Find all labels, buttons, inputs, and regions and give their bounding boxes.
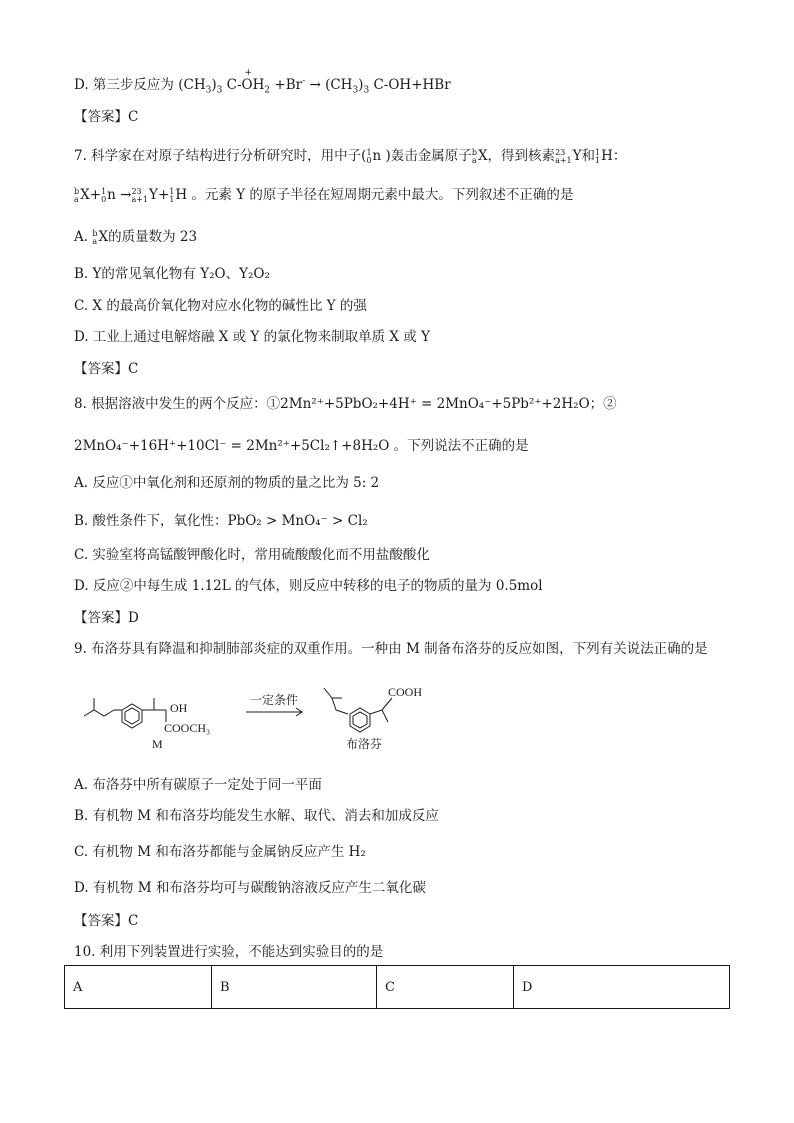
scheme-condition: 一定条件 <box>250 693 299 707</box>
q7-eq4: H 。元素 Y 的原子半径在短周期元素中最大。下列叙述不正确的是 <box>175 187 574 203</box>
answer-tag: 【答案】 <box>74 913 128 929</box>
table-row <box>65 966 730 1009</box>
q7-stem1e: H： <box>601 148 627 164</box>
q7-stem-line1 <box>74 147 626 165</box>
q7-stem-line2 <box>74 186 573 204</box>
answer-tag: 【答案】 <box>74 361 128 377</box>
answer-value: C <box>128 913 139 929</box>
neutron-nuclide: 1 0 <box>366 147 372 165</box>
answer-value: C <box>128 109 139 125</box>
q7-eq1: X+ <box>80 187 102 203</box>
q10-options-table <box>64 965 730 1009</box>
nuclide-h: 1 1 <box>595 147 601 165</box>
table-cell-c: C <box>377 966 514 1009</box>
q6-answer <box>74 108 138 126</box>
q7-stem1d: Y和 <box>572 148 596 164</box>
q7-stem1: 7. 科学家在对原子结构进行分析研究时，用中子( <box>74 148 367 164</box>
q8-answer <box>74 609 139 627</box>
scheme-m: M <box>152 737 163 751</box>
answer-value: D <box>128 610 139 626</box>
q7-option-a-label: A. <box>74 229 89 245</box>
q6-option-d <box>74 68 451 96</box>
answer-tag: 【答案】 <box>74 610 128 626</box>
answer-value: C <box>128 361 139 377</box>
q7-option-b: B. Y的常见氧化物有 Y₂O、Y₂O₂ <box>74 266 270 282</box>
q7-option-a-text: X的质量数为 23 <box>98 229 198 245</box>
q9-stem: 9. 布洛芬具有降温和抑制肺部炎症的双重作用。一种由 M 制备布洛芬的反应如图，下列有关说法正确的是 <box>74 641 708 657</box>
q7-eq2: n → <box>107 187 132 203</box>
nuclide-y: 23 a+1 <box>555 147 572 165</box>
q8-option-b: B. 酸性条件下，氧化性：PbO₂ > MnO₄⁻ > Cl₂ <box>74 513 368 529</box>
q9-option-c: C. 有机物 M 和布洛芬都能与金属钠反应产生 H₂ <box>74 844 366 860</box>
nuclide-x: b a <box>471 147 477 165</box>
q8-stem-line2: 2MnO₄⁻+16H⁺+10Cl⁻ = 2Mn²⁺+5Cl₂↑+8H₂O 。下列说法不正确的是 <box>74 438 529 454</box>
reaction-scheme <box>70 676 490 756</box>
q7-option-d: D. 工业上通过电解熔融 X 或 Y 的氯化物来制取单质 X 或 Y <box>74 329 431 345</box>
neutron-eq: 1 0 <box>101 186 107 204</box>
scheme-oh: OH <box>170 701 188 715</box>
nuclide-x-opt: b a <box>92 228 98 246</box>
q7-answer <box>74 360 138 378</box>
q7-stem1c: X，得到核素 <box>477 148 556 164</box>
q7-option-c: C. X 的最高价氧化物对应水化物的碱性比 Y 的强 <box>74 298 367 314</box>
q9-option-b: B. 有机物 M 和布洛芬均能发生水解、取代、消去和加成反应 <box>74 808 439 824</box>
table-cell-a: A <box>65 966 212 1009</box>
answer-tag: 【答案】 <box>74 109 128 125</box>
q9-option-d: D. 有机物 M 和布洛芬均可与碳酸钠溶液反应产生二氧化碳 <box>74 880 426 896</box>
q8-option-a: A. 反应①中氧化剂和还原剂的物质的量之比为 5: 2 <box>74 475 380 491</box>
q8-option-c: C. 实验室将高锰酸钾酸化时，常用硫酸酸化而不用盐酸酸化 <box>74 547 430 563</box>
scheme-product-label: 布洛芬 <box>346 737 383 751</box>
table-cell-b: B <box>212 966 377 1009</box>
scheme-cooh: COOH <box>388 685 423 699</box>
nuclide-h-eq: 1 1 <box>169 186 175 204</box>
scheme-ester: COOCH₃ <box>164 721 211 735</box>
q7-stem1b: n )轰击金属原子 <box>372 148 472 164</box>
q8-option-d: D. 反应②中每生成 1.12L 的气体，则反应中转移的电子的物质的量为 0.5mol <box>74 578 543 594</box>
q9-answer <box>74 912 138 930</box>
q6d-equation: $(CH_3)_3$ C- + $OH_2 +Br^- \to (CH_3)_3$ C-OH+HBr <box>178 68 451 96</box>
q7-eq3: Y+ <box>149 187 170 203</box>
table-cell-d: D <box>514 966 730 1009</box>
q10-stem: 10. 利用下列装置进行实验，不能达到实验目的的是 <box>74 944 384 960</box>
q8-stem-line1: 8. 根据溶液中发生的两个反应：①2Mn²⁺+5PbO₂+4H⁺ = 2MnO₄⁻+5Pb²⁺+2H₂O；② <box>74 396 617 412</box>
q7-option-a <box>74 228 197 246</box>
nuclide-x-eq: b a <box>74 186 80 204</box>
q9-option-a: A. 布洛芬中所有碳原子一定处于同一平面 <box>74 777 322 793</box>
nuclide-y-eq: 23 a+1 <box>131 186 149 204</box>
q6d-label: D. 第三步反应为 <box>74 77 174 93</box>
